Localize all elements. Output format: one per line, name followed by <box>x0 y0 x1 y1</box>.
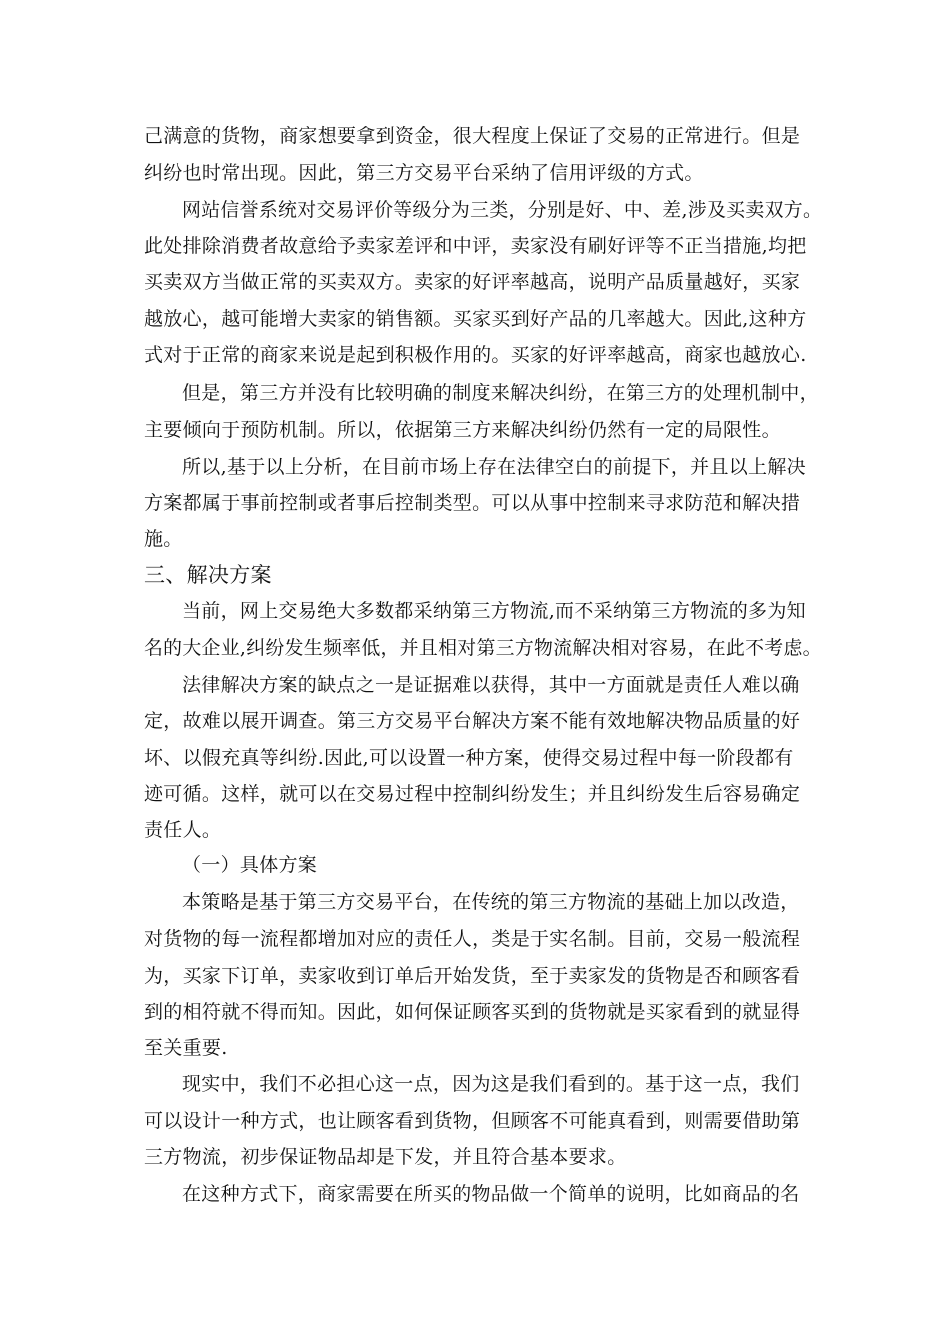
paragraph-line: 本策略是基于第三方交易平台，在传统的第三方物流的基础上加以改造， <box>182 891 800 913</box>
paragraph-line: 至关重要. <box>144 1037 228 1059</box>
paragraph-line: 主要倾向于预防机制。所以，依据第三方来解决纠纷仍然有一定的局限性。 <box>144 419 781 441</box>
paragraph-line: 越放心，越可能增大卖家的销售额。买家买到好产品的几率越大。因此,这种方 <box>144 308 807 330</box>
paragraph-line: 但是，第三方并没有比较明确的制度来解决纠纷，在第三方的处理机制中， <box>182 382 819 404</box>
paragraph-line: 当前，网上交易绝大多数都采纳第三方物流,而不采纳第三方物流的多为知 <box>182 600 806 622</box>
paragraph-line: 坏、以假充真等纠纷.因此,可以设置一种方案，使得交易过程中每一阶段都有 <box>144 747 794 769</box>
paragraph-line: 在这种方式下，商家需要在所买的物品做一个简单的说明，比如商品的名 <box>182 1183 800 1205</box>
paragraph-line: 名的大企业,纠纷发生频率低，并且相对第三方物流解决相对容易，在此不考虑。 <box>144 637 822 659</box>
paragraph-line: 己满意的货物，商家想要拿到资金，很大程度上保证了交易的正常进行。但是 <box>144 125 801 147</box>
paragraph-line: 法律解决方案的缺点之一是证据难以获得，其中一方面就是责任人难以确 <box>182 674 800 696</box>
paragraph-line: 式对于正常的商家来说是起到积极作用的。买家的好评率越高，商家也越放心. <box>144 344 807 366</box>
subsection-heading: （一）具体方案 <box>182 854 318 876</box>
paragraph-line: 纠纷也时常出现。因此，第三方交易平台采纳了信用评级的方式。 <box>144 162 704 184</box>
paragraph-line: 对货物的每一流程都增加对应的责任人，类是于实名制。目前，交易一般流程 <box>144 928 801 950</box>
paragraph-line: 可以设计一种方式，也让顾客看到货物，但顾客不可能真看到，则需要借助第 <box>144 1110 801 1132</box>
paragraph-line: 到的相符就不得而知。因此，如何保证顾客买到的货物就是买家看到的就显得 <box>144 1001 801 1023</box>
paragraph-line: 迹可循。这样，就可以在交易过程中控制纠纷发生；并且纠纷发生后容易确定 <box>144 783 801 805</box>
paragraph-line: 买卖双方当做正常的买卖双方。卖家的好评率越高，说明产品质量越好，买家 <box>144 271 801 293</box>
paragraph-line: 施。 <box>144 528 183 550</box>
paragraph-line: 三方物流，初步保证物品却是下发，并且符合基本要求。 <box>144 1146 627 1168</box>
paragraph-line: 方案都属于事前控制或者事后控制类型。可以从事中控制来寻求防范和解决措 <box>144 492 801 514</box>
paragraph-line: 责任人。 <box>144 819 222 841</box>
paragraph-line: 所以,基于以上分析，在目前市场上存在法律空白的前提下，并且以上解决 <box>182 456 806 478</box>
paragraph-line: 现实中，我们不必担心这一点，因为这是我们看到的。基于这一点，我们 <box>182 1073 800 1095</box>
paragraph-line: 定，故难以展开调查。第三方交易平台解决方案不能有效地解决物品质量的好 <box>144 710 801 732</box>
paragraph-line: 此处排除消费者故意给予卖家差评和中评，卖家没有刷好评等不正当措施,均把 <box>144 235 807 257</box>
paragraph-line: 网站信誉系统对交易评价等级分为三类，分别是好、中、差,涉及买卖双方。 <box>182 199 823 221</box>
section-heading: 三、解决方案 <box>144 563 272 587</box>
paragraph-line: 为，买家下订单，卖家收到订单后开始发货，至于卖家发的货物是否和顾客看 <box>144 965 801 987</box>
